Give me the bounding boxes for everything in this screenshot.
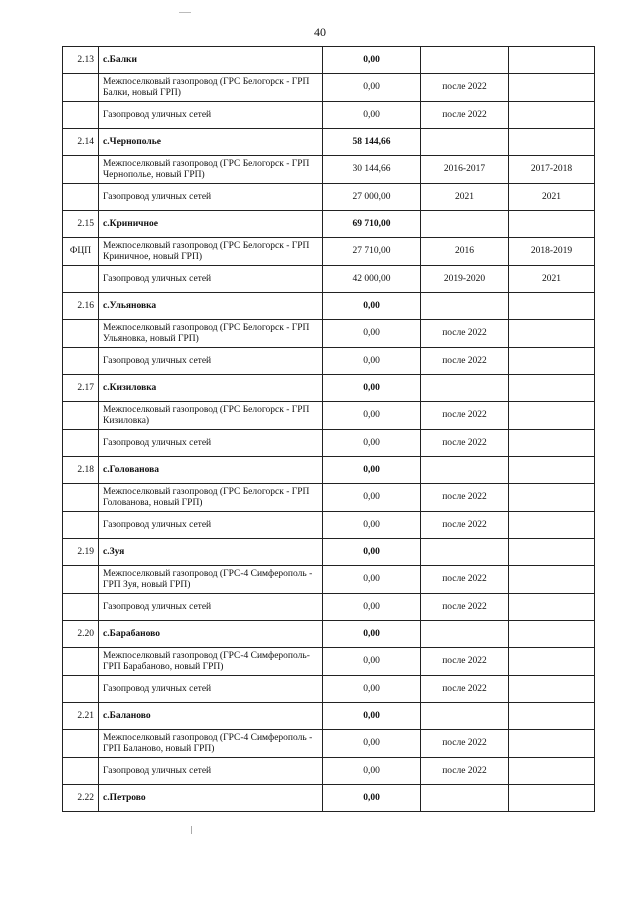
row-cost: 0,00 (323, 484, 421, 512)
row-number: 2.17 (63, 375, 99, 402)
row-number: 2.18 (63, 457, 99, 484)
row-cost: 0,00 (323, 539, 421, 566)
row-name: с.Криничное (99, 211, 323, 238)
row-cost: 0,00 (323, 457, 421, 484)
pipeline-row (63, 402, 595, 430)
row-period-design: после 2022 (421, 512, 509, 539)
settlement-row (63, 703, 595, 730)
row-cost: 58 144,66 (323, 129, 421, 156)
row-number (63, 402, 99, 430)
row-cost: 27 000,00 (323, 184, 421, 211)
row-name: Газопровод уличных сетей (99, 676, 323, 703)
row-cost: 0,00 (323, 430, 421, 457)
row-cost: 0,00 (323, 621, 421, 648)
row-name: с.Голованова (99, 457, 323, 484)
row-period-construction: 2021 (509, 266, 595, 293)
row-period-design: после 2022 (421, 566, 509, 594)
row-cost: 30 144,66 (323, 156, 421, 184)
row-name: с.Зуя (99, 539, 323, 566)
row-number (63, 102, 99, 129)
row-period-construction (509, 594, 595, 621)
row-period-construction (509, 375, 595, 402)
row-cost: 0,00 (323, 402, 421, 430)
row-number: ФЦП (63, 238, 99, 266)
row-number: 2.13 (63, 47, 99, 74)
pipeline-row (63, 430, 595, 457)
row-cost: 0,00 (323, 703, 421, 730)
row-number (63, 156, 99, 184)
pipeline-row (63, 238, 595, 266)
row-number (63, 730, 99, 758)
row-cost: 0,00 (323, 375, 421, 402)
row-name: Межпоселковый газопровод (ГРС Белогорск - ГРП Кизиловка) (99, 402, 323, 430)
row-period-design: после 2022 (421, 430, 509, 457)
row-name: Межпоселковый газопровод (ГРС-4 Симферополь - ГРП Баланово, новый ГРП) (99, 730, 323, 758)
settlement-row (63, 293, 595, 320)
row-period-construction: 2021 (509, 184, 595, 211)
row-period-design: после 2022 (421, 320, 509, 348)
settlement-row (63, 457, 595, 484)
pipeline-row (63, 320, 595, 348)
row-name: с.Кизиловка (99, 375, 323, 402)
row-number (63, 566, 99, 594)
row-cost: 0,00 (323, 47, 421, 74)
row-period-construction: 2017-2018 (509, 156, 595, 184)
row-name: Газопровод уличных сетей (99, 102, 323, 129)
row-period-construction (509, 293, 595, 320)
row-number (63, 184, 99, 211)
row-number (63, 758, 99, 785)
row-number: 2.21 (63, 703, 99, 730)
settlement-row (63, 47, 595, 74)
row-number: 2.16 (63, 293, 99, 320)
row-period-construction (509, 648, 595, 676)
page-number: 40 (314, 25, 326, 39)
pipeline-row (63, 758, 595, 785)
row-name: Газопровод уличных сетей (99, 266, 323, 293)
pipeline-row (63, 594, 595, 621)
row-period-design (421, 293, 509, 320)
row-name: Межпоселковый газопровод (ГРС-4 Симферополь- ГРП Барабаново, новый ГРП) (99, 648, 323, 676)
settlement-row (63, 539, 595, 566)
row-period-design: 2021 (421, 184, 509, 211)
scan-mark (191, 826, 192, 834)
settlement-row (63, 375, 595, 402)
row-number (63, 430, 99, 457)
row-period-construction (509, 676, 595, 703)
row-cost: 0,00 (323, 512, 421, 539)
table-body (63, 47, 595, 812)
row-name: Газопровод уличных сетей (99, 594, 323, 621)
row-period-construction (509, 320, 595, 348)
row-name: Межпоселковый газопровод (ГРС Белогорск - ГРП Криничное, новый ГРП) (99, 238, 323, 266)
row-number (63, 676, 99, 703)
row-number (63, 266, 99, 293)
row-name: Газопровод уличных сетей (99, 430, 323, 457)
row-period-construction (509, 102, 595, 129)
pipeline-row (63, 648, 595, 676)
row-period-construction (509, 758, 595, 785)
row-period-design: после 2022 (421, 484, 509, 512)
row-period-construction (509, 621, 595, 648)
row-period-design: после 2022 (421, 758, 509, 785)
row-period-construction (509, 457, 595, 484)
row-cost: 0,00 (323, 566, 421, 594)
row-number: 2.19 (63, 539, 99, 566)
row-period-construction (509, 703, 595, 730)
row-cost: 0,00 (323, 102, 421, 129)
row-period-construction (509, 402, 595, 430)
row-period-construction (509, 512, 595, 539)
row-period-construction (509, 539, 595, 566)
pipeline-row (63, 184, 595, 211)
row-name: Межпоселковый газопровод (ГРС Белогорск - ГРП Чернополье, новый ГРП) (99, 156, 323, 184)
settlement-row (63, 129, 595, 156)
row-period-construction (509, 47, 595, 74)
row-name: Межпоселковый газопровод (ГРС Белогорск - ГРП Балки, новый ГРП) (99, 74, 323, 102)
row-period-construction (509, 74, 595, 102)
pipeline-row (63, 676, 595, 703)
row-period-design (421, 703, 509, 730)
row-period-construction (509, 129, 595, 156)
row-cost: 0,00 (323, 785, 421, 812)
row-name: Газопровод уличных сетей (99, 512, 323, 539)
row-period-design (421, 785, 509, 812)
row-name: с.Чернополье (99, 129, 323, 156)
row-name: с.Балки (99, 47, 323, 74)
row-cost: 0,00 (323, 293, 421, 320)
row-period-design: после 2022 (421, 402, 509, 430)
row-number (63, 320, 99, 348)
row-number (63, 648, 99, 676)
row-cost: 0,00 (323, 74, 421, 102)
pipeline-row (63, 74, 595, 102)
row-period-construction (509, 430, 595, 457)
row-period-design (421, 539, 509, 566)
row-period-construction (509, 211, 595, 238)
pipeline-row (63, 484, 595, 512)
row-name: Газопровод уличных сетей (99, 758, 323, 785)
row-period-design: после 2022 (421, 676, 509, 703)
row-name: Газопровод уличных сетей (99, 184, 323, 211)
row-period-design: после 2022 (421, 74, 509, 102)
row-name: Газопровод уличных сетей (99, 348, 323, 375)
row-period-construction (509, 348, 595, 375)
row-name: с.Барабаново (99, 621, 323, 648)
pipeline-row (63, 730, 595, 758)
row-cost: 0,00 (323, 348, 421, 375)
row-period-construction (509, 730, 595, 758)
row-cost: 69 710,00 (323, 211, 421, 238)
settlement-row (63, 785, 595, 812)
row-cost: 0,00 (323, 730, 421, 758)
row-period-design (421, 129, 509, 156)
row-period-design (421, 211, 509, 238)
row-period-construction (509, 785, 595, 812)
row-cost: 0,00 (323, 676, 421, 703)
row-name: с.Баланово (99, 703, 323, 730)
row-cost: 0,00 (323, 320, 421, 348)
row-cost: 42 000,00 (323, 266, 421, 293)
row-number: 2.15 (63, 211, 99, 238)
row-period-construction (509, 484, 595, 512)
row-period-design (421, 47, 509, 74)
row-period-design: после 2022 (421, 348, 509, 375)
row-period-design (421, 375, 509, 402)
scan-mark (179, 12, 191, 13)
row-number (63, 594, 99, 621)
settlement-row (63, 211, 595, 238)
row-period-design: после 2022 (421, 730, 509, 758)
pipeline-row (63, 566, 595, 594)
row-number (63, 484, 99, 512)
row-name: Межпоселковый газопровод (ГРС-4 Симферополь - ГРП Зуя, новый ГРП) (99, 566, 323, 594)
pipeline-row (63, 266, 595, 293)
row-cost: 0,00 (323, 758, 421, 785)
row-cost: 27 710,00 (323, 238, 421, 266)
row-period-design: после 2022 (421, 594, 509, 621)
row-number (63, 512, 99, 539)
row-period-design (421, 457, 509, 484)
pipeline-row (63, 512, 595, 539)
pipeline-row (63, 348, 595, 375)
row-period-construction: 2018-2019 (509, 238, 595, 266)
row-period-design: 2016 (421, 238, 509, 266)
row-number (63, 74, 99, 102)
row-name: Межпоселковый газопровод (ГРС Белогорск - ГРП Голованова, новый ГРП) (99, 484, 323, 512)
pipeline-row (63, 156, 595, 184)
row-number (63, 348, 99, 375)
row-cost: 0,00 (323, 648, 421, 676)
row-number: 2.22 (63, 785, 99, 812)
row-cost: 0,00 (323, 594, 421, 621)
settlement-row (63, 621, 595, 648)
pipeline-row (63, 102, 595, 129)
row-period-design: после 2022 (421, 102, 509, 129)
row-period-construction (509, 566, 595, 594)
row-period-design: 2019-2020 (421, 266, 509, 293)
row-name: Межпоселковый газопровод (ГРС Белогорск - ГРП Ульяновка, новый ГРП) (99, 320, 323, 348)
row-name: с.Ульяновка (99, 293, 323, 320)
row-name: с.Петрово (99, 785, 323, 812)
gasification-table (62, 46, 595, 812)
row-period-design (421, 621, 509, 648)
row-period-design: после 2022 (421, 648, 509, 676)
row-number: 2.14 (63, 129, 99, 156)
row-period-design: 2016-2017 (421, 156, 509, 184)
row-number: 2.20 (63, 621, 99, 648)
